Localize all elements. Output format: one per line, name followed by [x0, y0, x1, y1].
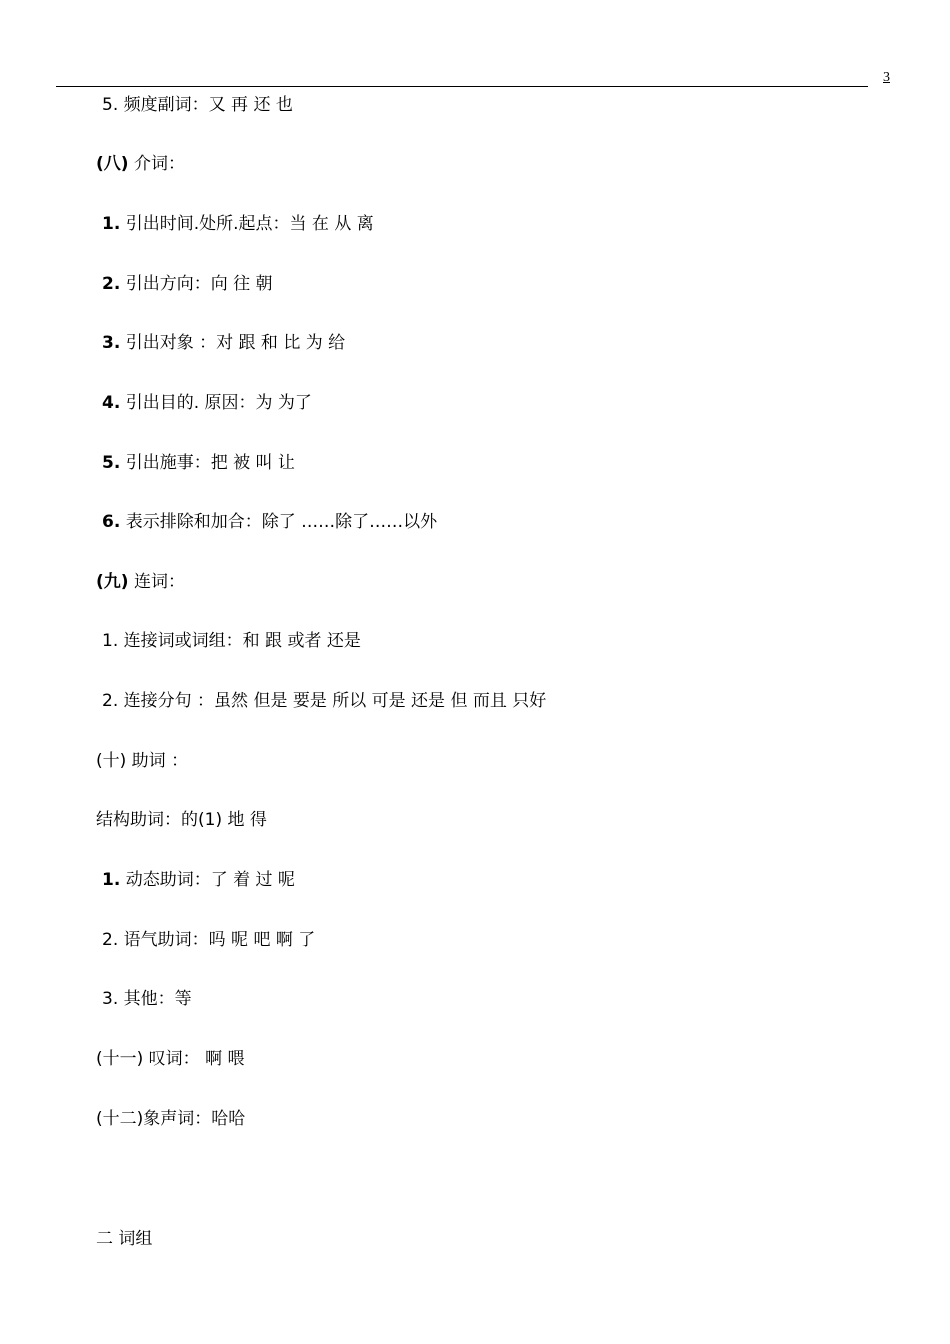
line-aspect-particles — [102, 869, 295, 891]
heading-text: 二 词组 — [96, 1229, 153, 1249]
line-prep-time-place — [102, 213, 374, 235]
line-text: 引出目的. 原因：为 为了 — [120, 393, 312, 413]
line-frequency-adverbs — [102, 94, 293, 116]
line-number: 6. — [102, 512, 121, 532]
heading-prepositions — [96, 153, 185, 175]
line-modal-particles — [102, 929, 315, 951]
heading-number: (八) — [96, 154, 129, 174]
line-text: 结构助词：的(1) 地 得 — [96, 810, 267, 830]
line-prep-agent — [102, 452, 295, 474]
heading-text: 助词 ： — [126, 751, 189, 771]
line-prep-direction — [102, 273, 273, 295]
heading-onomatopoeia — [96, 1108, 245, 1130]
line-text: 引出对象 ：对 跟 和 比 为 给 — [120, 333, 346, 353]
line-number: 2. — [102, 274, 121, 294]
line-text: 连接词或词组：和 跟 或者 还是 — [118, 631, 361, 651]
line-text: 引出施事：把 被 叫 让 — [120, 453, 295, 473]
line-number: 3. — [102, 989, 119, 1009]
line-number: 2. — [102, 930, 119, 950]
line-number: 1. — [102, 870, 121, 890]
line-conj-words — [102, 630, 361, 652]
heading-number: (十) — [96, 751, 127, 771]
page-number: 3 — [883, 70, 890, 85]
line-text: 频度副词：又 再 还 也 — [118, 95, 293, 115]
line-text: 表示排除和加合：除了 ……除了……以外 — [120, 512, 438, 532]
line-number: 5. — [102, 453, 121, 473]
heading-number: (十一) — [96, 1049, 144, 1069]
section-heading-phrases — [96, 1228, 152, 1250]
heading-number: (十二) — [96, 1109, 144, 1129]
line-number: 1. — [102, 214, 121, 234]
heading-conjunctions — [96, 571, 185, 593]
line-number: 5. — [102, 95, 119, 115]
heading-text: 叹词： 啊 喂 — [143, 1049, 245, 1069]
line-text: 连接分句 ：虽然 但是 要是 所以 可是 还是 但 而且 只好 — [118, 691, 547, 711]
line-prep-purpose — [102, 392, 312, 414]
line-number: 4. — [102, 393, 121, 413]
heading-text: 象声词：哈哈 — [143, 1109, 246, 1129]
line-other-particles — [102, 988, 192, 1010]
heading-text: 介词： — [128, 154, 185, 174]
line-prep-exclusion — [102, 511, 437, 533]
line-text: 引出时间.处所.起点：当 在 从 离 — [120, 214, 374, 234]
line-number: 1. — [102, 631, 119, 651]
line-text: 引出方向：向 往 朝 — [120, 274, 273, 294]
heading-text: 连词： — [128, 572, 185, 592]
line-structural-particles — [96, 809, 267, 831]
heading-number: (九) — [96, 572, 129, 592]
heading-particles — [96, 750, 188, 772]
line-prep-object — [102, 332, 345, 354]
header-rule — [56, 86, 868, 87]
line-number: 2. — [102, 691, 119, 711]
heading-interjections — [96, 1048, 244, 1070]
line-text: 语气助词：吗 呢 吧 啊 了 — [118, 930, 316, 950]
line-number: 3. — [102, 333, 121, 353]
line-text: 动态助词：了 着 过 呢 — [120, 870, 295, 890]
line-conj-clauses — [102, 690, 546, 712]
line-text: 其他：等 — [118, 989, 192, 1009]
